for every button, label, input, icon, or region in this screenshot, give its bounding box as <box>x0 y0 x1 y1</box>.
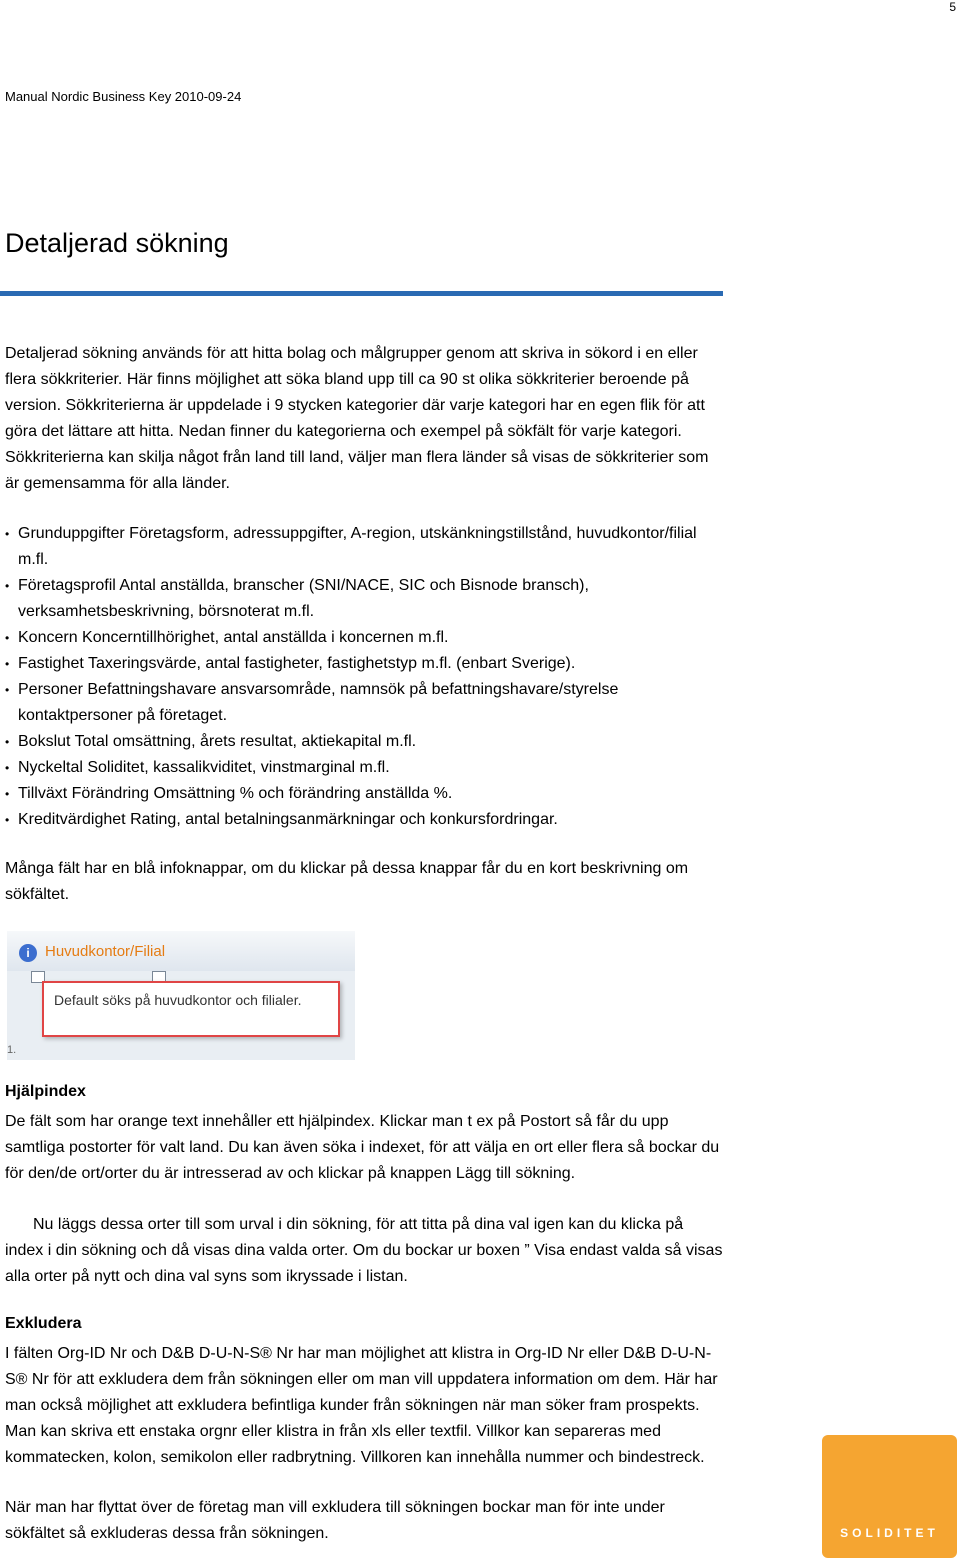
list-item: • Nyckeltal Soliditet, kassalikviditet, vinstmarginal m.fl. <box>5 755 725 781</box>
list-item: • Koncern Koncerntillhörighet, antal anställda i koncernen m.fl. <box>5 625 725 651</box>
help-paragraph-2: Nu läggs dessa orter till som urval i din sökning, för att titta på dina val igen kan du klicka på index i din sökning och då visas dina valda orter. Om du bockar ur boxen ” Visa endast valda så visas alla orter på nytt och dina val syns som ikryssade i listan. <box>5 1216 723 1285</box>
help-paragraph-1: De fält som har orange text innehåller ett hjälpindex. Klickar man t ex på Postort så får du upp samtliga postorter för valt land. Du kan även söka i indexet, för att välja en ort eller flera så bockar du för den/de ort/orter du är intresserad av och klickar på knappen Lägg till sökning. <box>5 1113 720 1182</box>
page-number: 5 <box>949 0 956 14</box>
exclude-heading: Exkludera <box>5 1315 82 1332</box>
info-button-paragraph: Många fält har en blå infoknappar, om du klickar på dessa knappar får du en kort beskrivning om sökfältet. <box>5 860 689 903</box>
screenshot-bottom-text: 1. <box>7 1044 17 1056</box>
list-item: • Grunduppgifter Företagsform, adressuppgifter, A-region, utskänkningstillstånd, huvudkontor/filial m.fl. <box>5 521 725 573</box>
logo-text: SOLIDITET <box>840 1526 939 1540</box>
list-item: • Tillväxt Förändring Omsättning % och förändring anställda %. <box>5 781 725 807</box>
exclude-paragraph-1: I fälten Org-ID Nr och D&B D-U-N-S® Nr har man möjlighet att klistra in Org-ID Nr eller D&B D-U-N-S® Nr för att exkludera dem från sökningen eller om man vill uppdatera information om dem. Här har man också möjlighet att exkludera befintliga kunder från sökningen när man söker fram prospekts. Man kan skriva ett enstaka orgnr eller klistra in från xls eller textfil. Villkor kan separeras med kommatecken, kolon, semikolon eller radbrytning. Villkoren kan innehålla nummer och bindestreck. <box>5 1345 718 1466</box>
embedded-screenshot <box>7 931 355 1060</box>
list-item: • Kreditvärdighet Rating, antal betalningsanmärkningar och konkursfordringar. <box>5 807 725 833</box>
intro-paragraph: Detaljerad sökning används för att hitta bolag och målgrupper genom att skriva in sökord i en eller flera sökkriterier. Här finns möjlighet att söka bland upp till ca 90 st olika sökkriterier beroende på version. Sökkriterierna är uppdelade i 9 stycken kategorier där varje kategori har en egen flik för att göra det lättare att hitta. Nedan finner du kategorierna och exempel på sökfält för varje kategori. Sökkriterierna kan skilja något från land till land, väljer man flera länder så visas de sökkriterier som är gemensamma för alla länder. <box>5 345 709 492</box>
page-title: Detaljerad sökning <box>5 228 229 258</box>
category-list <box>5 521 725 833</box>
list-item: • Fastighet Taxeringsvärde, antal fastigheter, fastighetstyp m.fl. (enbart Sverige). <box>5 651 725 677</box>
info-tooltip: Default söks på huvudkontor och filialer. <box>42 981 340 1037</box>
list-item: • Bokslut Total omsättning, årets resultat, aktiekapital m.fl. <box>5 729 725 755</box>
field-header <box>7 931 355 971</box>
title-underline <box>0 291 723 296</box>
field-label: Huvudkontor/Filial <box>45 943 166 960</box>
help-index-heading: Hjälpindex <box>5 1083 86 1100</box>
list-item: • Personer Befattningshavare ansvarsområde, namnsök på befattningshavare/styrelse kontaktpersoner på företaget. <box>5 677 725 729</box>
soliditet-logo <box>822 1435 957 1558</box>
list-item: • Företagsprofil Antal anställda, branscher (SNI/NACE, SIC och Bisnode bransch), verksamhetsbeskrivning, börsnoterat m.fl. <box>5 573 725 625</box>
info-icon[interactable]: i <box>19 944 37 962</box>
document-header: Manual Nordic Business Key 2010-09-24 <box>5 89 242 104</box>
exclude-paragraph-2: När man har flyttat över de företag man vill exkludera till sökningen bockar man för inte under sökfältet så exkluderas dessa från sökningen. <box>5 1499 665 1542</box>
